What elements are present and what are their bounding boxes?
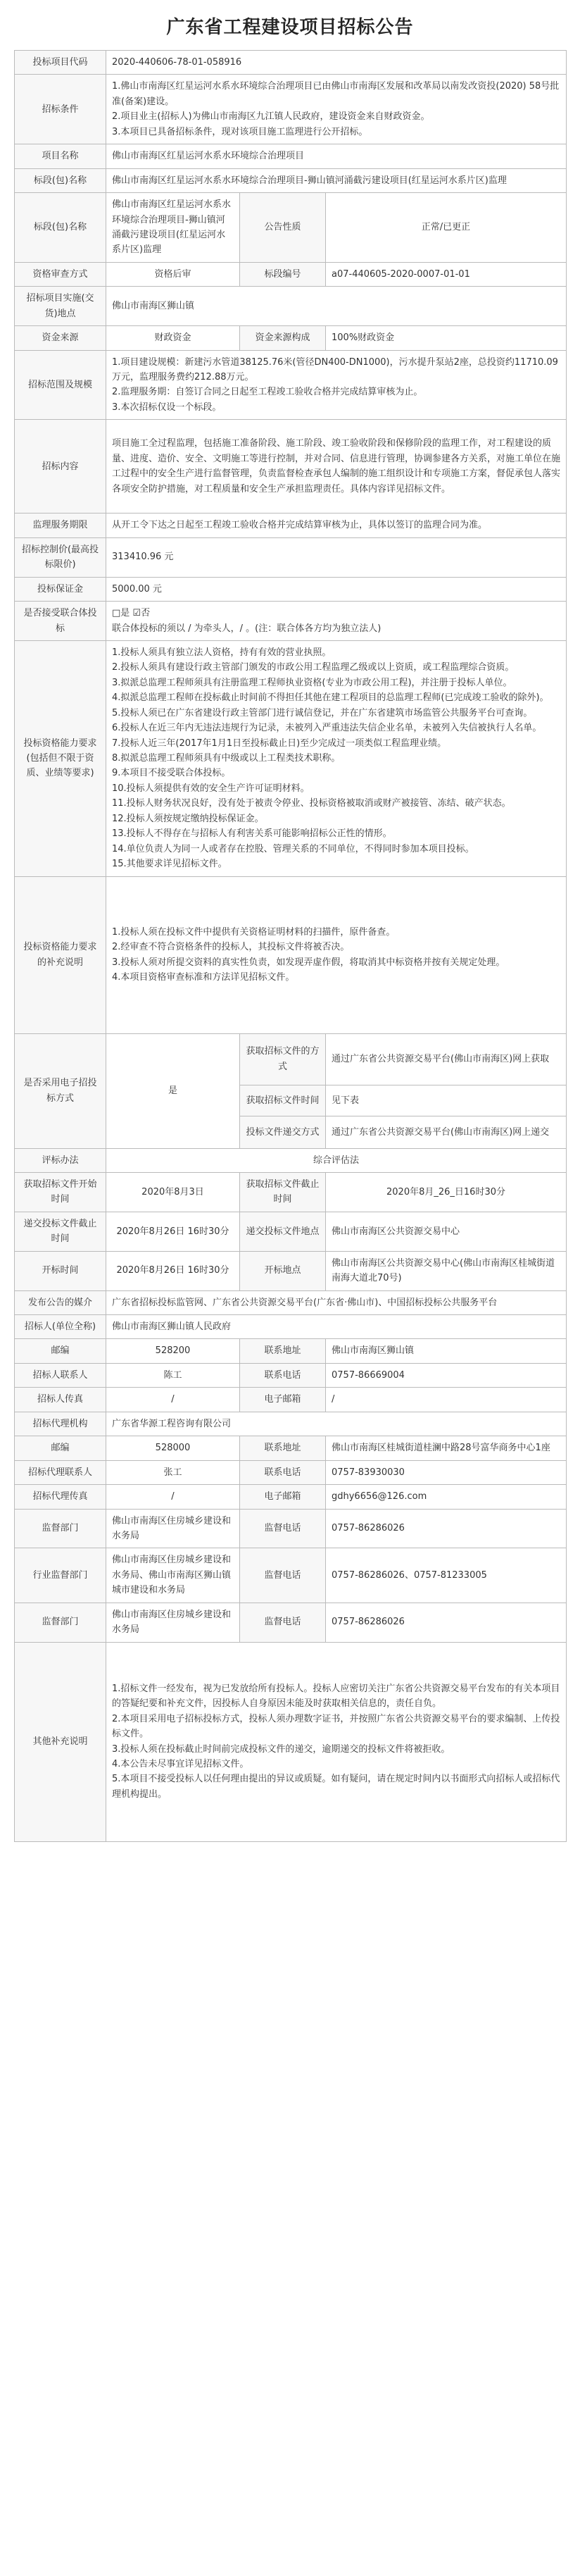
row-supervisor-2: [15, 1603, 567, 1642]
industry-supervisor-label: 行业监督部门: [15, 1548, 106, 1603]
scope-value: [106, 350, 567, 420]
row-tenderer: [15, 1315, 567, 1339]
tenderer-address-label: 联系地址: [240, 1339, 326, 1363]
row-control-price: [15, 537, 567, 577]
row-qualification-requirements: [15, 640, 567, 876]
row-content: [15, 420, 567, 514]
supervisor-2-phone-value: 0757-86286026: [326, 1603, 567, 1642]
tenderer-fax-value: /: [106, 1388, 240, 1412]
media-value: 广东省招标投标监管网、广东省公共资源交易平台(广东省·佛山市)、中国招标投标公共服务平台: [106, 1290, 567, 1314]
row-electronic-bidding: [15, 1033, 567, 1085]
row-document-start: [15, 1172, 567, 1212]
industry-supervisor-value: 佛山市南海区住房城乡建设和水务局、佛山市南海区狮山镇城市建设和水务局: [106, 1548, 240, 1603]
consortium-label: 是否接受联合体投标: [15, 602, 106, 641]
agency-email-label: 电子邮箱: [240, 1485, 326, 1509]
content-label: 招标内容: [15, 420, 106, 514]
document-start-label: 获取招标文件开始时间: [15, 1172, 106, 1212]
bid-bond-value: 5000.00 元: [106, 577, 567, 601]
conditions-line: 1.佛山市南海区红星运河水系水环境综合治理项目已由佛山市南海区发展和改革局以南发改资投(2020) 58号批准(备案)建设。: [112, 81, 560, 107]
notice-nature-value: 正常/已更正: [326, 193, 567, 263]
project-code-value: 2020-440606-78-01-058916: [106, 51, 567, 75]
row-section-detail: [15, 193, 567, 263]
row-supervisor: [15, 1509, 567, 1548]
section-name-value: 佛山市南海区红星运河水系水环境综合治理项目-狮山镇河涌截污建设项目(红星运河水系片区)监理: [106, 168, 567, 192]
supervisor-value: 佛山市南海区住房城乡建设和水务局: [106, 1509, 240, 1548]
agency-address-label: 联系地址: [240, 1436, 326, 1460]
requirement-line: 11.投标人财务状况良好，没有处于被责令停业、投标资格被取消或财产被接管、冻结、破产状态。: [112, 798, 511, 809]
scope-line: 1.项目建设规模：新建污水管道38125.76米(管径DN400-DN1000)，污水提升泵站2座，总投资约11710.09万元，监理服务费约212.88万元。: [112, 356, 558, 382]
document-end-value: 2020年8月_26_日16时30分: [326, 1172, 567, 1212]
notice-page: [0, 13, 580, 1856]
requirement-line: 1.投标人须具有独立法人资格，持有有效的营业执照。: [112, 647, 332, 658]
qualification-requirements-label: 投标资格能力要求(包括但不限于资质、业绩等要求): [15, 640, 106, 876]
row-tenderer-contact: [15, 1363, 567, 1387]
document-method-value: 通过广东省公共资源交易平台(佛山市南海区)网上获取: [326, 1033, 567, 1085]
requirement-line: 9.本项目不接受联合体投标。: [112, 768, 231, 779]
other-notes-value: [106, 1642, 567, 1841]
supplement-line: 4.本项目资格审查标准和方法详见招标文件。: [112, 971, 295, 983]
row-consortium: [15, 602, 567, 641]
agency-contact-label: 招标代理联系人: [15, 1460, 106, 1484]
document-time-label: 获取招标文件时间: [240, 1085, 326, 1116]
row-other-notes: [15, 1642, 567, 1841]
row-fund-source: [15, 326, 567, 350]
opening-time-value: 2020年8月26日 16时30分: [106, 1251, 240, 1290]
agency-address-value: 佛山市南海区桂城街道桂澜中路28号富华商务中心1座: [326, 1436, 567, 1460]
requirement-line: 13.投标人不得存在与招标人有利害关系可能影响招标公正性的情形。: [112, 828, 392, 840]
supplement-line: 2.经审查不符合资格条件的投标人，其投标文件将被否决。: [112, 942, 350, 953]
consortium-line: 联合体投标的须以 / 为牵头人，/ 。(注：联合体各方均为独立法人): [112, 623, 382, 634]
notice-nature-label: 公告性质: [240, 193, 326, 263]
row-section-name: [15, 168, 567, 192]
section-name-label: 标段(包)名称: [15, 168, 106, 192]
row-project-code: [15, 51, 567, 75]
control-price-label: 招标控制价(最高投标限价): [15, 537, 106, 577]
row-agency-fax: [15, 1485, 567, 1509]
opening-place-label: 开标地点: [240, 1251, 326, 1290]
row-agency: [15, 1412, 567, 1436]
submission-place-label: 递交投标文件地点: [240, 1212, 326, 1251]
other-notes-label: 其他补充说明: [15, 1642, 106, 1841]
agency-fax-value: /: [106, 1485, 240, 1509]
agency-email-value: gdhy6656@126.com: [326, 1485, 567, 1509]
tenderer-postcode-value: 528200: [106, 1339, 240, 1363]
tenderer-value: 佛山市南海区狮山镇人民政府: [106, 1315, 567, 1339]
evaluation-method-label: 评标办法: [15, 1148, 106, 1172]
consortium-value: [106, 602, 567, 641]
agency-fax-label: 招标代理传真: [15, 1485, 106, 1509]
control-price-value: 313410.96 元: [106, 537, 567, 577]
requirement-line: 2.投标人须具有建设行政主管部门颁发的市政公用工程监理乙级或以上资质，或工程监理综合资质。: [112, 662, 515, 673]
scope-line: 2.监理服务期：自签订合同之日起至工程竣工验收合格并完成结算审核为止。: [112, 387, 423, 398]
row-tenderer-fax: [15, 1388, 567, 1412]
service-period-value: 从开工令下达之日起至工程竣工验收合格并完成结算审核为止，具体以签订的监理合同为准。: [106, 514, 567, 537]
qualification-review-label: 资格审查方式: [15, 262, 106, 286]
tenderer-postcode-label: 邮编: [15, 1339, 106, 1363]
page-title: 广东省工程建设项目招标公告: [166, 17, 414, 38]
consortium-line: □是 ☑否: [112, 608, 151, 619]
conditions-value: [106, 75, 567, 144]
supervisor-phone-label: 监督电话: [240, 1509, 326, 1548]
submission-place-value: 佛山市南海区公共资源交易中心: [326, 1212, 567, 1251]
media-label: 发布公告的媒介: [15, 1290, 106, 1314]
qualification-review-value: 资格后审: [106, 262, 240, 286]
location-label: 招标项目实施(交货)地点: [15, 287, 106, 326]
tenderer-phone-value: 0757-86669004: [326, 1363, 567, 1387]
submission-deadline-label: 递交投标文件截止时间: [15, 1212, 106, 1251]
requirement-line: 8.拟派总监理工程师须具有中级或以上工程类技术职称。: [112, 753, 341, 764]
tenderer-label: 招标人(单位全称): [15, 1315, 106, 1339]
row-bid-bond: [15, 577, 567, 601]
tenderer-contact-label: 招标人联系人: [15, 1363, 106, 1387]
electronic-bidding-value: 是: [106, 1033, 240, 1148]
agency-phone-value: 0757-83930030: [326, 1460, 567, 1484]
tenderer-email-label: 电子邮箱: [240, 1388, 326, 1412]
conditions-line: 2.项目业主(招标人)为佛山市南海区九江镇人民政府，建设资金来自财政资金。: [112, 111, 430, 123]
submission-deadline-value: 2020年8月26日 16时30分: [106, 1212, 240, 1251]
project-code-label: 投标项目代码: [15, 51, 106, 75]
section-code-label: 标段编号: [240, 262, 326, 286]
agency-value: 广东省华源工程咨询有限公司: [106, 1412, 567, 1436]
requirement-line: 5.投标人须已在广东省建设行政主管部门进行诚信登记，并在广东省建筑市场监管公共服务平台可查询。: [112, 707, 533, 718]
agency-label: 招标代理机构: [15, 1412, 106, 1436]
industry-supervisor-phone-value: 0757-86286026、0757-81233005: [326, 1548, 567, 1603]
supervisor-2-value: 佛山市南海区住房城乡建设和水务局: [106, 1603, 240, 1642]
row-tenderer-postcode: [15, 1339, 567, 1363]
requirement-line: 6.投标人在近三年内无违法违规行为记录，未被列入严重违法失信企业名单，未被列入失信被执行人名单。: [112, 723, 542, 734]
note-line: 2.本项目采用电子招标投标方式，投标人须办理数字证书，并按照广东省公共资源交易平台的要求编制、上传投标文件。: [112, 1713, 560, 1740]
qualification-supplement-value: [106, 876, 567, 1033]
scope-label: 招标范围及规模: [15, 350, 106, 420]
note-line: 1.招标文件一经发布，视为已发放给所有投标人。投标人应密切关注广东省公共资源交易平台发布的有关本项目的答疑纪要和补充文件，因投标人自身原因未能及时获取相关信息的，责任自负。: [112, 1683, 560, 1710]
page-bottom-spacer: [14, 1842, 566, 1856]
row-agency-contact: [15, 1460, 567, 1484]
conditions-label: 招标条件: [15, 75, 106, 144]
section-code-value: a07-440605-2020-0007-01-01: [326, 262, 567, 286]
document-time-value: 见下表: [326, 1085, 567, 1116]
note-line: 4.本公告未尽事宜详见招标文件。: [112, 1759, 249, 1769]
requirement-line: 10.投标人须提供有效的安全生产许可证明材料。: [112, 783, 310, 794]
supervisor-label: 监督部门: [15, 1509, 106, 1548]
qualification-requirements-value: [106, 640, 567, 876]
supplement-line: 1.投标人须在投标文件中提供有关资格证明材料的扫描件，原件备查。: [112, 926, 396, 938]
row-agency-postcode: [15, 1436, 567, 1460]
row-opening: [15, 1251, 567, 1290]
row-industry-supervisor: [15, 1548, 567, 1603]
requirement-line: 15.其他要求详见招标文件。: [112, 859, 227, 870]
submission-method-label: 投标文件递交方式: [240, 1116, 326, 1148]
requirement-line: 7.投标人近三年(2017年1月1日至投标截止日)至少完成过一项类似工程监理业绩。: [112, 738, 447, 749]
row-service-period: [15, 514, 567, 537]
document-end-label: 获取招标文件截止时间: [240, 1172, 326, 1212]
document-method-label: 获取招标文件的方式: [240, 1033, 326, 1085]
opening-time-label: 开标时间: [15, 1251, 106, 1290]
supervisor-phone-value: 0757-86286026: [326, 1509, 567, 1548]
project-name-label: 项目名称: [15, 144, 106, 168]
agency-postcode-label: 邮编: [15, 1436, 106, 1460]
requirement-line: 4.拟派总监理工程师在投标截止时间前不得担任其他在建工程项目的总监理工程师(已完成竣工验收的除外)。: [112, 692, 549, 704]
row-location: [15, 287, 567, 326]
note-line: 5.本项目不接受投标人以任何理由提出的异议或质疑。如有疑问，请在规定时间内以书面形式向招标人或招标代理机构提出。: [112, 1774, 560, 1800]
agency-phone-label: 联系电话: [240, 1460, 326, 1484]
opening-place-value: 佛山市南海区公共资源交易中心(佛山市南海区桂城街道南海大道北70号): [326, 1251, 567, 1290]
service-period-label: 监理服务期限: [15, 514, 106, 537]
row-submission-deadline: [15, 1212, 567, 1251]
requirement-line: 3.拟派总监理工程师须具有注册监理工程师执业资格(专业为市政公用工程)，并注册于投标人单位。: [112, 677, 512, 688]
tenderer-address-value: 佛山市南海区狮山镇: [326, 1339, 567, 1363]
qualification-supplement-label: 投标资格能力要求的补充说明: [15, 876, 106, 1033]
content-value: 项目施工全过程监理，包括施工准备阶段、施工阶段、竣工验收阶段和保修阶段的监理工作，对工程建设的质量、进度、造价、安全、文明施工等进行控制，并对合同、信息进行管理，协调参建各方关系，对施工单位在施工过程中的安全生产进行监督管理，负责监督检查承包人编制的施工组织设计和专项施工方案，督促承包人落实各项安全防护措施，对工程质量和安全生产承担监理责任。具体内容详见招标文件。: [106, 420, 567, 514]
row-project-name: [15, 144, 567, 168]
agency-postcode-value: 528000: [106, 1436, 240, 1460]
row-qualification-supplement: [15, 876, 567, 1033]
row-conditions: [15, 75, 567, 144]
submission-method-value: 通过广东省公共资源交易平台(佛山市南海区)网上递交: [326, 1116, 567, 1148]
location-value: 佛山市南海区狮山镇: [106, 287, 567, 326]
supervisor-2-phone-label: 监督电话: [240, 1603, 326, 1642]
evaluation-method-value: 综合评估法: [106, 1148, 567, 1172]
industry-supervisor-phone-label: 监督电话: [240, 1548, 326, 1603]
project-name-value: 佛山市南海区红星运河水系水环境综合治理项目: [106, 144, 567, 168]
electronic-bidding-label: 是否采用电子招投标方式: [15, 1033, 106, 1148]
tenderer-fax-label: 招标人传真: [15, 1388, 106, 1412]
section-detail-label: 标段(包)名称: [15, 193, 106, 263]
document-start-value: 2020年8月3日: [106, 1172, 240, 1212]
supervisor-2-label: 监督部门: [15, 1603, 106, 1642]
row-qualification-review: [15, 262, 567, 286]
supplement-line: 3.投标人须对所提交资料的真实性负责，如发现弄虚作假，将取消其中标资格并按有关规定处理。: [112, 957, 505, 968]
agency-contact-value: 张工: [106, 1460, 240, 1484]
tenderer-email-value: /: [326, 1388, 567, 1412]
bid-bond-label: 投标保证金: [15, 577, 106, 601]
fund-composition-label: 资金来源构成: [240, 326, 326, 350]
tenderer-phone-label: 联系电话: [240, 1363, 326, 1387]
tenderer-contact-value: 陈工: [106, 1363, 240, 1387]
fund-composition-value: 100%财政资金: [326, 326, 567, 350]
notice-table: [14, 50, 567, 1842]
section-detail-value: 佛山市南海区红星运河水系水环境综合治理项目-狮山镇河涌截污建设项目(红星运河水系片区)监理: [106, 193, 240, 263]
scope-line: 3.本次招标仅设一个标段。: [112, 402, 222, 413]
row-evaluation-method: [15, 1148, 567, 1172]
note-line: 3.投标人须在投标截止时间前完成投标文件的递交，逾期递交的投标文件将被拒收。: [112, 1743, 450, 1755]
requirement-line: 14.单位负责人为同一人或者存在控股、管理关系的不同单位，不得同时参加本项目投标。: [112, 843, 474, 854]
requirement-line: 12.投标人须按规定缴纳投标保证金。: [112, 813, 264, 824]
fund-source-label: 资金来源: [15, 326, 106, 350]
row-scope: [15, 350, 567, 420]
row-media: [15, 1290, 567, 1314]
fund-source-value: 财政资金: [106, 326, 240, 350]
conditions-line: 3.本项目已具备招标条件，现对该项目施工监理进行公开招标。: [112, 126, 368, 137]
